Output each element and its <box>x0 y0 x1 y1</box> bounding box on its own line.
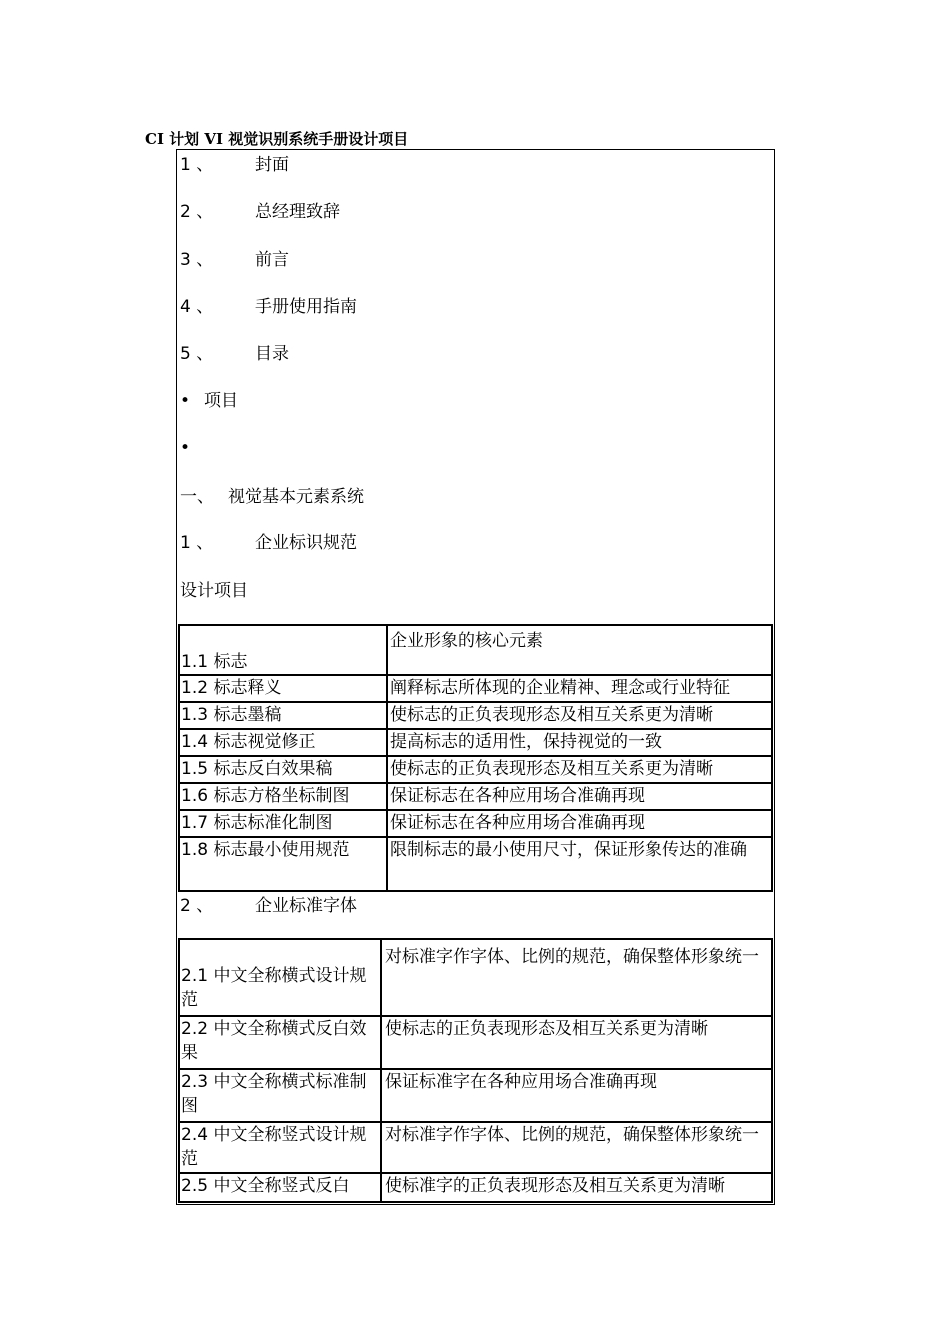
table-row <box>180 811 771 836</box>
item-number: 4 、 <box>180 297 214 317</box>
item-cell: 2.3 中文全称横式标准制图 <box>180 1070 382 1121</box>
table-row <box>180 784 771 809</box>
sub-heading <box>180 533 357 553</box>
item-cell: 1.2 标志释义 <box>180 676 388 701</box>
table-row <box>180 757 771 782</box>
desc-cell: 企业形象的核心元素 <box>390 631 543 651</box>
document-title: CI 计划 VI 视觉识别系统手册设计项目 <box>145 130 409 148</box>
item-text: 前言 <box>255 250 289 270</box>
list-item <box>180 297 357 317</box>
table-row <box>180 1070 771 1121</box>
item-text: 手册使用指南 <box>255 297 357 317</box>
list-item <box>180 155 289 175</box>
desc-cell: 对标准字作字体、比例的规范，确保整体形象统一 <box>385 1125 759 1145</box>
section-number: 一、 <box>180 487 214 507</box>
item-cell: 1.6 标志方格坐标制图 <box>180 784 388 809</box>
desc-cell: 保证标准字在各种应用场合准确再现 <box>385 1072 657 1092</box>
table-row <box>180 1123 771 1172</box>
desc-cell: 阐释标志所体现的企业精神、理念或行业特征 <box>390 678 730 698</box>
item-cell: 2.4 中文全称竖式设计规范 <box>180 1123 382 1172</box>
desc-cell: 使标志的正负表现形态及相互关系更为清晰 <box>390 705 713 725</box>
table-row <box>180 703 771 728</box>
item-cell: 1.8 标志最小使用规范 <box>180 838 388 890</box>
table-row <box>180 676 771 701</box>
item-cell: 1.4 标志视觉修正 <box>180 730 388 755</box>
table-row <box>180 626 771 674</box>
bullet-text: 项目 <box>204 391 238 411</box>
desc-cell: 使标志的正负表现形态及相互关系更为清晰 <box>385 1019 708 1039</box>
item-cell: 1.1 标志 <box>180 626 388 674</box>
table-row <box>180 1017 771 1068</box>
bullet-icon: • <box>180 391 191 411</box>
sub-text: 企业标识规范 <box>255 533 357 553</box>
item-cell: 2.2 中文全称横式反白效果 <box>180 1017 382 1068</box>
section-heading <box>180 487 364 507</box>
bullet-item-empty <box>180 438 204 458</box>
item-number: 2 、 <box>180 202 214 222</box>
section-text: 视觉基本元素系统 <box>228 487 364 507</box>
item-number: 5 、 <box>180 344 214 364</box>
table-row <box>180 940 771 1015</box>
desc-cell: 使标准字的正负表现形态及相互关系更为清晰 <box>385 1176 725 1196</box>
table-row <box>180 730 771 755</box>
item-cell: 2.1 中文全称横式设计规范 <box>180 940 382 1015</box>
table-row <box>180 838 771 890</box>
item-cell: 1.3 标志墨稿 <box>180 703 388 728</box>
list-item <box>180 344 289 364</box>
item-cell: 2.5 中文全称竖式反白 <box>180 1174 382 1201</box>
desc-cell: 限制标志的最小使用尺寸，保证形象传达的准确 <box>390 840 747 860</box>
item-cell: 1.5 标志反白效果稿 <box>180 757 388 782</box>
desc-cell: 保证标志在各种应用场合准确再现 <box>390 786 645 806</box>
desc-cell: 对标准字作字体、比例的规范，确保整体形象统一 <box>385 947 759 967</box>
item-number: 1 、 <box>180 155 214 175</box>
sub-number: 2 、 <box>180 896 214 916</box>
item-text: 总经理致辞 <box>255 202 340 222</box>
sub-heading <box>180 896 357 916</box>
font-spec-table <box>178 938 773 1203</box>
desc-cell: 保证标志在各种应用场合准确再现 <box>390 813 645 833</box>
item-number: 3 、 <box>180 250 214 270</box>
sub-number: 1 、 <box>180 533 214 553</box>
logo-spec-table <box>178 624 773 892</box>
list-item <box>180 250 289 270</box>
item-cell: 1.7 标志标准化制图 <box>180 811 388 836</box>
bullet-item <box>180 391 238 411</box>
design-label: 设计项目 <box>180 581 248 601</box>
bullet-icon: • <box>180 438 191 458</box>
list-item <box>180 202 340 222</box>
sub-text: 企业标准字体 <box>255 896 357 916</box>
item-text: 目录 <box>255 344 289 364</box>
table-row <box>180 1174 771 1201</box>
desc-cell: 使标志的正负表现形态及相互关系更为清晰 <box>390 759 713 779</box>
item-text: 封面 <box>255 155 289 175</box>
desc-cell: 提高标志的适用性，保持视觉的一致 <box>390 732 662 752</box>
